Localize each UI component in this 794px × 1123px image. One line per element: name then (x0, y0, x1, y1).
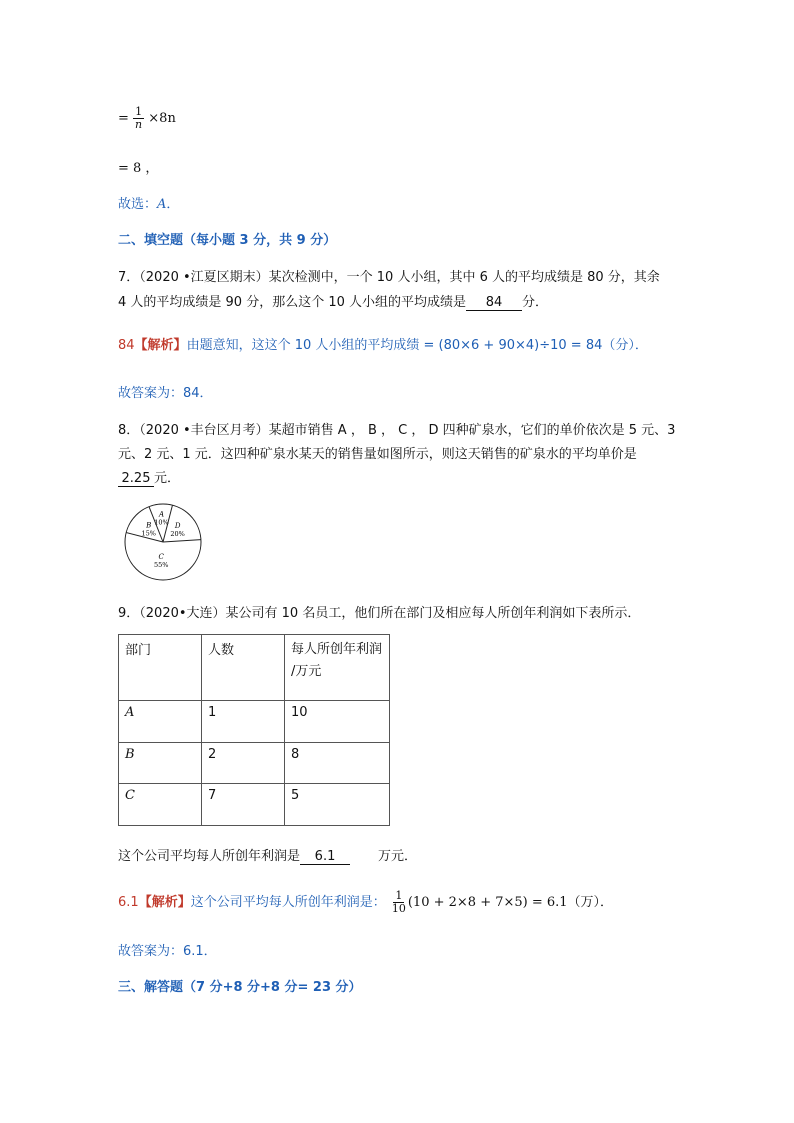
table-cell: C (119, 784, 202, 826)
choice-line (118, 193, 179, 212)
table-cell: A (119, 701, 202, 743)
table-header-cell: 部门 (119, 635, 202, 701)
q7-line-2 (118, 291, 548, 311)
q7-solution (118, 334, 648, 353)
fraction-numerator: 1 (135, 105, 143, 118)
choice-value: A (157, 197, 167, 212)
q7-text-end: 分． (522, 295, 549, 310)
q7-sol-text: 由题意知，这这个 10 人小组的平均成绩 = (80×6 + 90×4)÷10 = 84（分）． (186, 338, 648, 353)
pie-slice-label: B (146, 521, 152, 530)
pie-slice-percent: 20% (170, 529, 185, 538)
q7-sol-answer: 84 (118, 338, 135, 353)
calc-rest: ×8n (148, 111, 176, 126)
table-row (119, 701, 390, 743)
table-row (119, 743, 390, 784)
q8-answer-blank: 2.25 (118, 471, 154, 487)
fraction-denominator: 10 (391, 902, 406, 915)
table-cell: 5 (285, 784, 390, 826)
table-cell: 7 (202, 784, 285, 826)
q9-answer-line (118, 845, 417, 865)
table-header-cell: 人数 (202, 635, 285, 701)
table-cell: 1 (202, 701, 285, 743)
table-header-cell (285, 635, 390, 701)
table-header-row (119, 635, 390, 701)
q9-answer-blank: 6.1 (300, 849, 350, 865)
q7-sol-tag: 【解析】 (134, 338, 187, 353)
q7-line-1: 7．（2020 •江夏区期末）某次检测中，一个 10 人小组，其中 6 人的平均成绩是 80 分，其余 (118, 270, 660, 285)
pie-slice-label: A (158, 510, 165, 519)
pie-slice-percent: 15% (141, 529, 156, 538)
pie-slice-percent: 55% (153, 560, 169, 569)
table-row (119, 784, 390, 826)
pie-slice-percent: 10% (154, 518, 169, 527)
table-cell: 8 (285, 743, 390, 784)
q8-line-2: 元、2 元、1 元．这四种矿泉水某天的销售量如图所示，则这天销售的矿泉水的平均单价是 (118, 447, 637, 462)
q9-text: 这个公司平均每人所创年利润是 (118, 849, 301, 864)
section-2-title: 二、填空题（每小题 3 分，共 9 分） (118, 233, 337, 248)
pie-chart (121, 500, 205, 584)
q9-text-end: 万元． (378, 849, 418, 864)
q8-line-1: 8．（2020 •丰台区月考）某超市销售 A ， B ， C ， D 四种矿泉水，它们的单价依次是 5 元、3 (118, 423, 676, 438)
pie-slice-label: D (174, 521, 181, 530)
q9-sol-answer: 6.1 (118, 895, 139, 910)
calc-line-1 (118, 106, 176, 131)
choice-suffix: ． (166, 197, 180, 212)
q9-line-1: 9．（2020•大连）某公司有 10 名员工，他们所在部门及相应每人所创年利润如下表所示． (118, 606, 641, 621)
calc-line-2: = 8 ， (118, 161, 159, 176)
equals-sign: = (118, 111, 129, 126)
q9-sol-expr: (10 + 2×8 + 7×5) = 6.1（万）． (407, 895, 614, 910)
q9-sol-text: 这个公司平均每人所创年利润是： (190, 895, 386, 910)
q7-final: 故答案为：84． (118, 386, 213, 401)
table-cell: B (119, 743, 202, 784)
table-header-line: 每人所创年利润 (291, 642, 383, 657)
table-cell: 10 (285, 701, 390, 743)
q9-sol-tag: 【解析】 (138, 895, 191, 910)
q8-suffix: 元． (154, 471, 181, 486)
q8-line-3 (118, 467, 180, 487)
section-3-title: 三、解答题（7 分+8 分+8 分= 23 分） (118, 980, 362, 995)
q9-final: 故答案为：6.1． (118, 944, 217, 959)
table-cell: 2 (202, 743, 285, 784)
pie-slice-label: C (158, 552, 164, 561)
profit-table (118, 634, 390, 826)
fraction-numerator: 1 (395, 889, 403, 902)
q7-text: 4 人的平均成绩是 90 分，那么这个 10 人小组的平均成绩是 (118, 295, 467, 310)
q7-answer-blank: 84 (466, 295, 522, 311)
q9-solution (118, 890, 613, 915)
fraction-denominator: n (135, 118, 143, 131)
q9-sol-fraction (390, 890, 408, 915)
choice-prefix: 故选： (118, 197, 158, 212)
table-header-line: /万元 (291, 664, 322, 679)
fraction (133, 106, 144, 131)
